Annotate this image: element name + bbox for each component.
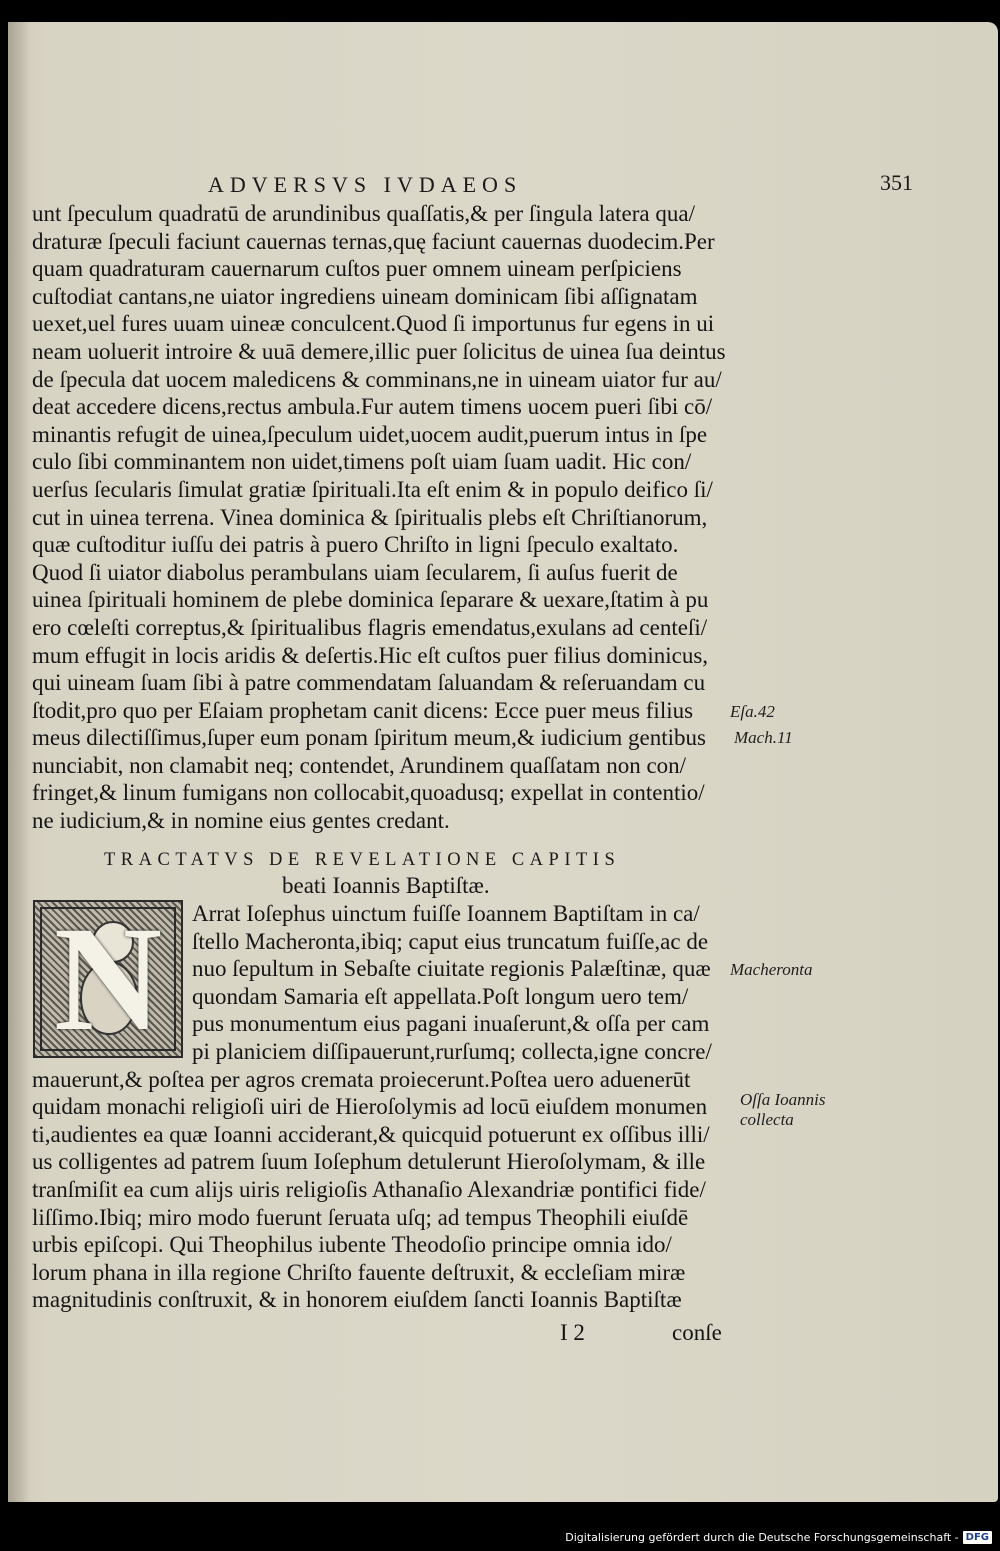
catchword: conſe bbox=[672, 1320, 722, 1345]
text-line: nunciabit, non clamabit neq; contendet, Arundinem quaſſatam non con/ bbox=[32, 752, 687, 778]
text-line: cuſtodiat cantans,ne uiator ingrediens uineam dominicam ſibi aſſignatam bbox=[32, 283, 698, 309]
text-line: Arrat Ioſephus uinctum fuiſſe Ioannem Baptiſtam in ca/ bbox=[192, 901, 700, 926]
text-line: magnitudinis conſtruxit, & in honorem eiuſdem ſancti Ioannis Baptiſtæ bbox=[32, 1287, 682, 1313]
initial-letter: N bbox=[53, 896, 163, 1062]
section-text bbox=[32, 896, 732, 1314]
text-line: uexet,uel fures uuam uineæ conculcent.Quod ſi importunus fur egens in ui bbox=[32, 311, 715, 337]
text-line: quondam Samaria eſt appellata.Poſt longum uero tem/ bbox=[192, 983, 689, 1009]
text-line: culo ſibi comminantem non uidet,timens poſt uiam ſuam uadit. Hic con/ bbox=[32, 449, 692, 475]
margin-note-macheronta: Macheronta bbox=[730, 960, 813, 979]
text-line: nuo ſepultum in Sebaſte ciuitate regionis Palæſtinæ, quæ bbox=[192, 956, 711, 982]
text-line: ti,audientes ea quæ Ioanni acciderant,& quicquid potuerunt ex oſſibus illi/ bbox=[32, 1121, 710, 1147]
text-line: mauerunt,& poſtea per agros cremata proiecerunt.Poſtea uero aduenerūt bbox=[32, 1066, 691, 1092]
text-line: unt ſpeculum quadratū de arundinibus quaſſatis,& per ſingula latera qua/ bbox=[32, 201, 695, 226]
text-line: ſtello Macheronta,ibiq; caput eius truncatum fuiſſe,ac de bbox=[192, 928, 709, 954]
text-line: Quod ſi uiator diabolus perambulans uiam ſecularem, ſi auſus fuerit de bbox=[32, 559, 678, 585]
credit-text: Digitalisierung gefördert durch die Deutsche Forschungsgemeinschaft - bbox=[565, 1531, 959, 1544]
margin-note-ossa: Oſſa Ioannis bbox=[740, 1090, 826, 1109]
margin-note-esa: Eſa.42 bbox=[730, 702, 775, 721]
text-line: ero cœleſti correptus,& ſpiritualibus flagris emendatus,exulans ad centeſi/ bbox=[32, 614, 708, 640]
text-line: de ſpecula dat uocem maledicens & comminans,ne in uineam uiator fur au/ bbox=[32, 366, 722, 392]
text-line: ne iudicium,& in nomine eius gentes credant. bbox=[32, 808, 450, 834]
text-line: liſſimo.Ibiq; miro modo fuerunt ſeruata uſq; ad tempus Theophili eiuſdē bbox=[32, 1204, 689, 1230]
text-line: deat accedere dicens,rectus ambula.Fur autem timens uocem pueri ſibi cō/ bbox=[32, 394, 713, 420]
text-line: us colligentes ad patrem ſuum Ioſephum detulerunt Hieroſolymam, & ille bbox=[32, 1149, 706, 1175]
text-line: quam quadraturam cauernarum cuſtos puer omnem uineam perſpiciens bbox=[32, 256, 682, 282]
text-line: minantis refugit de uinea,ſpeculum uidet,uocem audit,puerum intus in ſpe bbox=[32, 421, 708, 447]
margin-note-mach: Mach.11 bbox=[734, 728, 793, 747]
body-text bbox=[32, 200, 732, 835]
digitization-credit bbox=[565, 1531, 992, 1544]
text-line: lorum phana in illa regione Chriſto fauente deſtruxit, & eccleſiam miræ bbox=[32, 1259, 686, 1285]
text-line: neam uoluerit introire & uuā demere,illic puer ſolicitus de uinea ſua deintus bbox=[32, 338, 726, 364]
gutter-shadow bbox=[8, 22, 30, 1502]
text-line: uerſus ſecularis ſimulat gratiæ ſpirituali.Ita eſt enim & in populo deifico ſi/ bbox=[32, 476, 713, 502]
text-line: qui uineam ſuam ſibi à patre commendatam ſaluandam & reſeruandam cu bbox=[32, 670, 706, 696]
text-line: pi planiciem diſſipauerunt,rurſumq; collecta,igne concre/ bbox=[192, 1038, 712, 1064]
text-line: fringet,& linum fumigans non collocabit,quoadusq; expellat in contentio/ bbox=[32, 780, 705, 806]
folio-number: 351 bbox=[880, 170, 913, 195]
text-line: uinea ſpirituali hominem de plebe dominica ſeparare & uexare,ſtatim à pu bbox=[32, 587, 709, 613]
section-subheading: beati Ioannis Baptiſtæ. bbox=[282, 873, 490, 898]
dfg-logo-icon: DFG bbox=[963, 1531, 992, 1544]
text-line: urbis epiſcopi. Qui Theophilus iubente Theodoſio principe omnia ido/ bbox=[32, 1232, 672, 1258]
text-line: quidam monachi religioſi uiri de Hieroſolymis ad locū eiuſdem monumen bbox=[32, 1094, 708, 1120]
text-line: pus monumentum eius pagani inuaſerunt,& oſſa per cam bbox=[192, 1011, 710, 1037]
text-line: ſtodit,pro quo per Eſaiam prophetam canit dicens: Ecce puer meus filius bbox=[32, 697, 694, 723]
running-head: ADVERSVS IVDAEOS bbox=[208, 172, 523, 197]
text-line: meus dilectiſſimus,ſuper eum ponam ſpiritum meum,& iudicium gentibus bbox=[32, 725, 706, 751]
text-line: mum effugit in locis aridis & deſertis.Hic eſt cuſtos puer filius dominicus, bbox=[32, 642, 709, 668]
text-line: quæ cuſtoditur iuſſu dei patris à puero Chriſto in ligni ſpeculo exaltato. bbox=[32, 532, 679, 558]
margin-note-collecta: collecta bbox=[740, 1110, 794, 1129]
signature-mark: I 2 bbox=[560, 1320, 585, 1345]
text-line: draturæ ſpeculi faciunt cauernas ternas,quę faciunt cauernas duodecim.Per bbox=[32, 228, 715, 254]
text-line: cut in uinea terrena. Vinea dominica & ſpiritualis plebs eſt Chriſtianorum, bbox=[32, 504, 708, 530]
text-line: tranſmiſit ea cum alijs uiris religioſis Athanaſio Alexandriæ pontifici fide/ bbox=[32, 1176, 706, 1202]
section-heading: TRACTATVS DE REVELATIONE CAPITIS bbox=[104, 850, 621, 870]
